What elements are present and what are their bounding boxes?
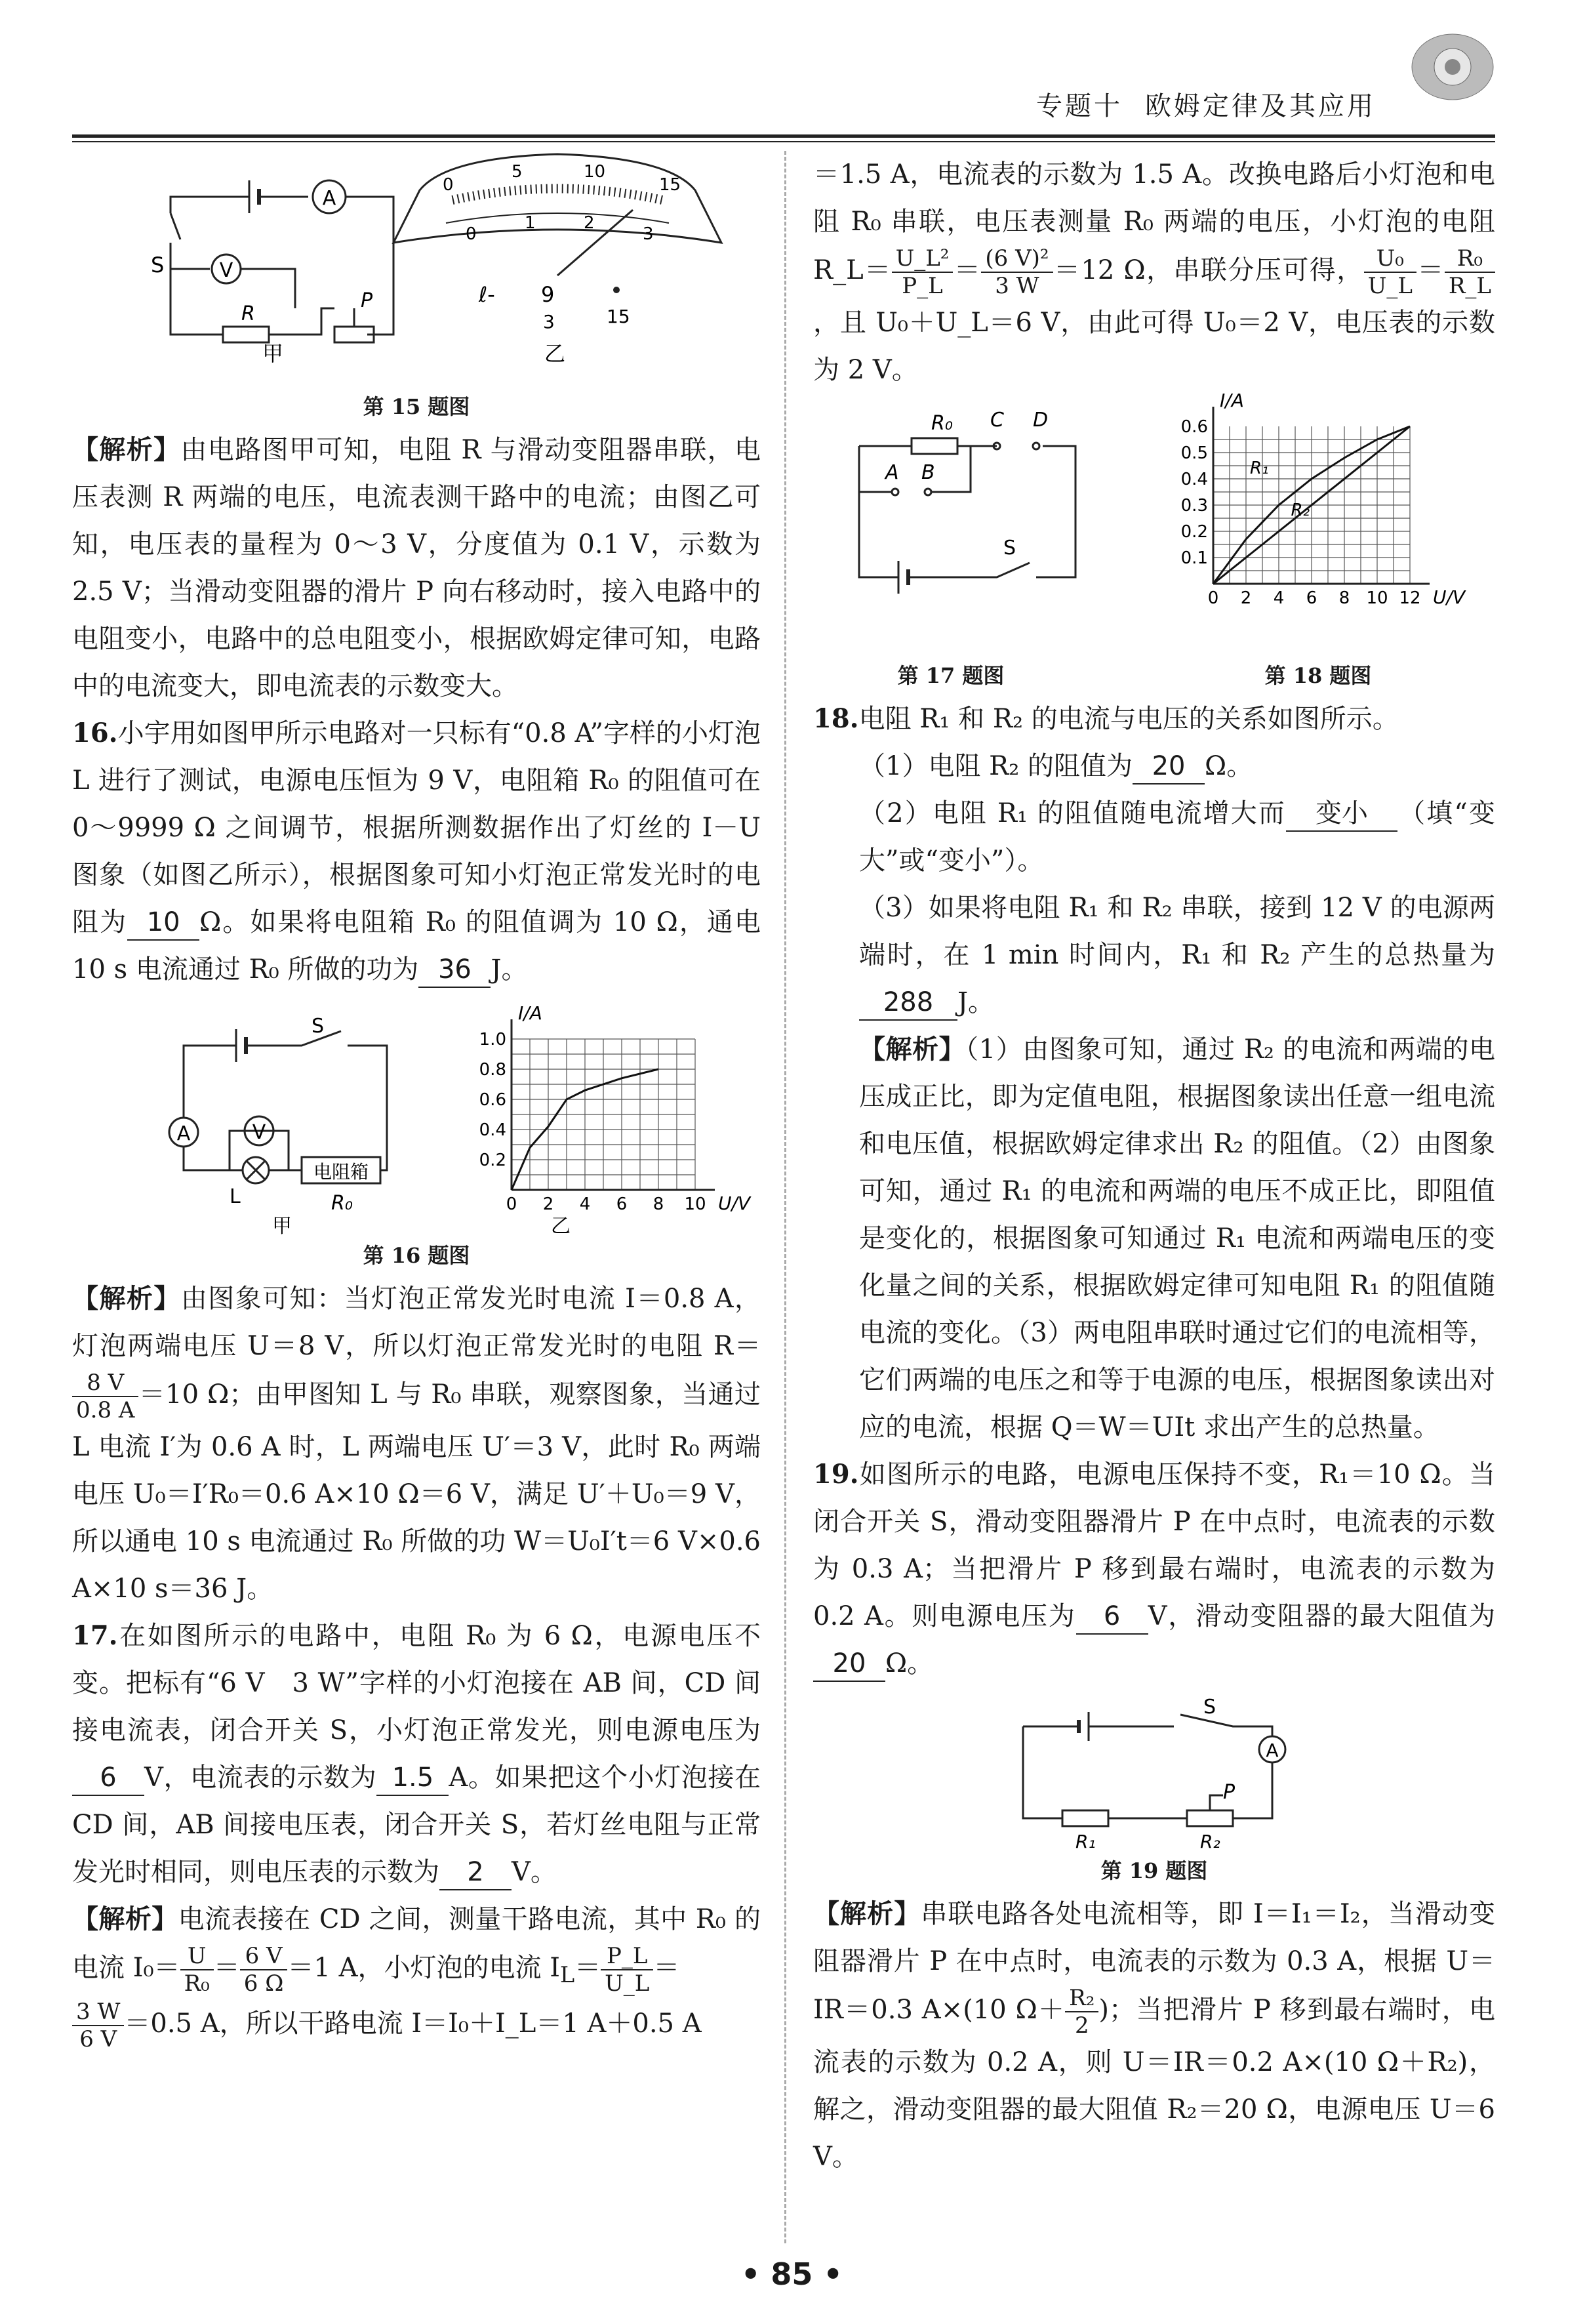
q16-text1: 小宇用如图甲所示电路对一只标有“0.8 A”字样的小灯泡 L 进行了测试，电源电压恒为 9 V，电阻箱 R₀ 的阻值可在 0～9999 Ω 之间调节，根据所测数据作出了灯丝的 I－U 图象（如图乙所示），根据图象可知小灯泡正常发光时的电阻为	[72, 718, 761, 937]
fig17-18-drawing	[813, 394, 1495, 656]
chart16-x-tick: 2	[542, 1194, 554, 1214]
chart16-x-tick: 10	[684, 1194, 706, 1214]
chart18-y-label: I/A	[1220, 394, 1244, 411]
q16-analysis-line1: 由图象可知：当灯泡正常发光时电流 I＝0.8 A，灯泡两端电压 U＝8 V，所以灯泡正常发光时的电阻 R＝	[72, 1284, 761, 1361]
q17-text2: V，电流表的示数为	[144, 1763, 377, 1793]
q15-analysis	[72, 426, 761, 710]
q17-analysis	[72, 1896, 761, 2052]
q18-part2	[813, 790, 1495, 884]
chart18-x-tick: 10	[1366, 588, 1388, 608]
chart16-y-tick: 0.2	[479, 1151, 506, 1170]
fig16-ammeter-label: A	[176, 1122, 191, 1145]
figure-15	[72, 151, 761, 374]
chart18-x-tick: 0	[1207, 588, 1219, 608]
q19-text3: Ω。	[885, 1648, 934, 1679]
captions-17-18	[813, 656, 1456, 695]
q18-p1a: （1）电阻 R₂ 的阻值为	[859, 751, 1133, 781]
q16-fraction	[72, 1370, 138, 1423]
column-divider	[784, 151, 786, 2243]
q19-analysis-line1: 串联电路各处电流相等，即 I＝I₁＝I₂，当滑动变阻器滑片 P 在中点时，电流表的示数为 0.3 A，根据 U＝IR＝0.3 A×	[813, 1899, 1496, 2025]
frac-num: U₀	[1364, 245, 1416, 273]
frac-den: P_L	[902, 273, 943, 299]
fig16-caption: 第 16 题图	[363, 1243, 470, 1268]
fig15-caption: 第 15 题图	[363, 394, 470, 419]
fig15-label-jia: 甲	[262, 341, 284, 366]
q17-eq: ＝	[213, 1953, 240, 1983]
frac-num: R₀	[1445, 245, 1495, 273]
scale-bottom-2: 2	[584, 213, 595, 233]
fig16-label-yi: 乙	[551, 1215, 571, 1236]
fig19-ammeter-label: A	[1266, 1740, 1279, 1761]
q18-analysis	[813, 1026, 1495, 1451]
terminal-3: 3	[543, 311, 555, 333]
header-topic: 专题十	[1036, 91, 1123, 121]
cont17-eq: ＝	[1416, 255, 1445, 285]
q19-answer-1: 6	[1076, 1599, 1148, 1635]
q16-answer-2: 36	[418, 952, 491, 988]
cont17-frac-1	[892, 245, 954, 299]
q17-mid: ＝1 A，小灯泡的电流 I	[287, 1953, 561, 1983]
cont17-frac-3	[1364, 245, 1416, 299]
chart16-x-tick: 0	[506, 1194, 517, 1214]
chart16-x-tick: 8	[653, 1194, 664, 1214]
q18-answer-2: 变小	[1286, 796, 1397, 832]
q16-answer-1: 10	[127, 905, 199, 941]
q19-text1: 如图所示的电路，电源电压保持不变，R₁＝10 Ω。当闭合开关 S，滑动变阻器滑片 P 在中点时，电流表的示数为 0.3 A；当把滑片 P 移到最右端时，电流表的示数为 0.2 A。则电源电压为	[813, 1459, 1495, 1631]
q17-analysis-line1: 电流表接在 CD 之间，测量干路电流，其中 R₀ 的电流 I₀＝	[72, 1904, 761, 1983]
header-rule	[72, 134, 1495, 138]
cont17-frac-2	[981, 245, 1053, 299]
question-17	[72, 1612, 761, 1896]
chart18-x-label: U/V	[1433, 586, 1466, 608]
cont17-text3: ，且 U₀＋U_L＝6 V，由此可得 U₀＝2 V，电压表的示数为 2 V。	[813, 308, 1495, 385]
q16-analysis-tag: 【解析】	[72, 1283, 181, 1314]
fig17-s-label: S	[1003, 537, 1016, 560]
frac-den: 2	[1074, 2012, 1089, 2039]
q18-p2b: （填“变大”或“变小”）。	[859, 798, 1495, 876]
q17-analysis-line2: ＝0.5 A，所以干路电流 I＝I₀＋I_L＝1 A＋0.5 A	[124, 2008, 702, 2039]
question-18	[813, 695, 1495, 743]
fig17-a-label: A	[885, 461, 899, 484]
frac-num: U_L²	[892, 245, 954, 273]
fig19-drawing	[813, 1687, 1495, 1851]
figure-19	[813, 1687, 1495, 1851]
fig16-l-label: L	[230, 1185, 241, 1208]
fig18-chart	[1181, 394, 1466, 608]
q17-answer-2: 1.5	[376, 1761, 449, 1796]
frac-num: 6 V	[240, 1943, 288, 1970]
q17-eq: ＝	[653, 1953, 680, 1983]
q18-answer-1: 20	[1133, 749, 1205, 785]
chart18-y-tick: 0.6	[1180, 417, 1208, 437]
q15-analysis-tag: 【解析】	[72, 434, 181, 465]
q19-number: 19.	[813, 1459, 859, 1490]
terminal-15: 15	[607, 306, 630, 327]
fig16-drawing	[72, 993, 761, 1236]
fig19-caption: 第 19 题图	[1100, 1858, 1208, 1883]
frac-den: U_L	[1367, 273, 1413, 299]
left-column	[72, 151, 761, 2052]
q18-p1b: Ω。	[1205, 751, 1253, 781]
question-19	[813, 1451, 1495, 1687]
scale-top-10: 10	[584, 162, 606, 182]
fig16-label-jia: 甲	[272, 1215, 292, 1236]
q18-part1	[813, 743, 1495, 790]
fig16-voltmeter-label: V	[252, 1121, 266, 1144]
frac-den: 0.8 A	[76, 1397, 135, 1423]
q19-text2: V，滑动变阻器的最大阻值为	[1148, 1601, 1496, 1631]
fig19-p-label: P	[1223, 1781, 1235, 1804]
q16-text3: J。	[491, 954, 528, 985]
chart18-x-tick: 8	[1338, 588, 1350, 608]
fig17-d-label: D	[1033, 409, 1049, 432]
frac-num: 3 W	[72, 1999, 124, 2026]
figure-16	[72, 993, 761, 1236]
q17-answer-1: 6	[72, 1761, 144, 1796]
fig17-caption: 第 17 题图	[897, 663, 1005, 688]
scale-bottom-3: 3	[643, 224, 654, 244]
q15-analysis-text: 由电路图甲可知，电阻 R 与滑动变阻器串联，电压表测 R 两端的电压，电流表测干路中的电流；由图乙可知，电压表的量程为 0～3 V，分度值为 0.1 V，示数为 2.5 V；当滑动变阻器的滑片 P 向右移动时，接入电路中的电阻变小，电路中的总电阻变小，根据欧姆定律可知，电路中的电流变大，即电流表的示数变大。	[72, 435, 761, 701]
q17-text3: A。如果把这个小灯泡接在 CD 间，AB 间接电压表，闭合开关 S，若灯丝电阻与正常发光时相同，则电压表的示数为	[72, 1763, 761, 1887]
q17-number: 17.	[72, 1620, 118, 1651]
fig17-r0-label: R₀	[931, 412, 953, 435]
fig15-p-label: P	[361, 289, 373, 312]
q16-text2: Ω。如果将电阻箱 R₀ 的阻值调为 10 Ω，通电 10 s 电流通过 R₀ 所做的功为	[72, 907, 761, 985]
fig15-switch-label: S	[151, 253, 165, 277]
chart16-y-tick: 1.0	[479, 1030, 506, 1050]
scale-top-0: 0	[443, 175, 454, 195]
fig16-switch-label: S	[311, 1015, 325, 1038]
q19-answer-2: 20	[813, 1646, 885, 1682]
q19-paren-b: )	[1098, 1995, 1110, 2025]
frac-den: U_L	[605, 1970, 650, 1997]
chart16-x-tick: 4	[579, 1194, 591, 1214]
chart16-y-tick: 0.6	[479, 1090, 506, 1110]
frac-num: P_L	[601, 1943, 653, 1970]
chart18-series-label: R₁	[1250, 459, 1269, 478]
frac-num: 8 V	[72, 1370, 138, 1397]
fig15-r-label: R	[241, 302, 255, 325]
sunflower-logo	[1403, 26, 1502, 112]
chart16-y-tick: 0.8	[479, 1060, 506, 1080]
q19-analysis	[813, 1890, 1495, 2180]
scale-top-5: 5	[512, 162, 523, 182]
frac-den: R_L	[1448, 273, 1492, 299]
q16-analysis-line2: ＝10 Ω；由甲图知 L 与 R₀ 串联，观察图象，当通过 L 电流 I′为 0.6 A 时，L 两端电压 U′＝3 V，此时 R₀ 两端电压 U₀＝I′R₀＝0.6 A×10 Ω＝6 V，满足 U′＋U₀＝9 V，所以通电 10 s 电流通过 R₀ 所做的功 W＝U₀I′t＝6 V×0.6 A×10 s＝36 J。	[72, 1379, 761, 1604]
fig15-voltmeter-label: V	[219, 259, 233, 282]
q17-eq: ＝	[574, 1953, 601, 1983]
q17-answer-3: 2	[439, 1855, 512, 1890]
header-title: 欧姆定律及其应用	[1145, 91, 1376, 121]
fig19-r2-label: R₂	[1200, 1831, 1220, 1851]
q18-part3	[813, 884, 1495, 1026]
q18-p3a: （3）如果将电阻 R₁ 和 R₂ 串联，接到 12 V 的电源两端时，在 1 min 时间内，R₁ 和 R₂ 产生的总热量为	[859, 893, 1495, 970]
fig18-caption: 第 18 题图	[1264, 663, 1372, 688]
q18-number: 18.	[813, 703, 859, 734]
cont17-text2: ＝12 Ω，串联分压可得，	[1053, 255, 1364, 285]
chart18-x-tick: 12	[1399, 588, 1421, 608]
voltmeter-dial	[393, 154, 721, 366]
frac-num: (6 V)²	[981, 245, 1053, 273]
right-column	[813, 151, 1495, 2180]
q18-analysis-tag: 【解析】	[859, 1034, 966, 1065]
chart16-x-tick: 6	[616, 1194, 628, 1214]
fig16-chart	[479, 1002, 752, 1214]
frac-den: R₀	[184, 1970, 210, 1997]
page-header	[1036, 85, 1398, 123]
question-16	[72, 710, 761, 993]
q18-answer-3: 288	[859, 985, 957, 1021]
figures-17-18	[813, 394, 1495, 656]
cont17-eq: ＝	[953, 255, 982, 285]
frac-den: 6 Ω	[243, 1970, 284, 1997]
chart16-x-label: U/V	[718, 1193, 751, 1214]
q16-number: 16.	[72, 718, 118, 748]
q17-frac-2	[240, 1943, 288, 1997]
chart18-y-tick: 0.3	[1180, 496, 1208, 516]
fig16-box-label: 电阻箱	[313, 1161, 369, 1183]
fig16-r0-label: R₀	[331, 1192, 353, 1215]
fig17-c-label: C	[990, 409, 1004, 432]
fig17-b-label: B	[921, 461, 935, 484]
terminal-hook: 9	[541, 282, 555, 307]
q19-paren-a: (10 Ω＋	[963, 1995, 1066, 2025]
terminal-minus: ℓ-	[479, 282, 495, 307]
q19-frac	[1065, 1985, 1098, 2039]
header-rule-thin	[72, 141, 1495, 142]
frac-num: R₂	[1065, 1985, 1098, 2012]
chart18-y-tick: 0.4	[1180, 470, 1208, 489]
cont17-frac-4	[1445, 245, 1495, 299]
frac-den: 3 W	[995, 273, 1039, 299]
fig15-label-yi: 乙	[544, 341, 566, 366]
page-number: • 85 •	[741, 2256, 843, 2292]
chart18-x-tick: 6	[1306, 588, 1317, 608]
cont17-text1: ＝1.5 A，电流表的示数为 1.5 A。改换电路后小灯泡和电阻 R₀ 串联，电压表测量 R₀ 两端的电压，小灯泡的电阻 R_L＝	[813, 159, 1495, 285]
chart18-series-label: R₂	[1291, 500, 1310, 520]
chart18-x-tick: 2	[1240, 588, 1252, 608]
q18-text: 电阻 R₁ 和 R₂ 的电流与电压的关系如图所示。	[858, 704, 1399, 734]
q18-analysis-text: （1）由图象可知，通过 R₂ 的电流和两端的电压成正比，即为定值电阻，根据图象读出任意一组电流和电压值，根据欧姆定律求出 R₂ 的阻值。（2）由图象可知，通过 R₁ 的电流和两端的电压不成正比，即阻值是变化的，根据图象可知通过 R₁ 电流和两端电压的变化量之间的关系，根据欧姆定律可知电阻 R₁ 的阻值随电流的变化。（3）两电阻串联时通过它们的电流相等，它们两端的电压之和等于电源的电压，根据图象读出对应的电流，根据 Q＝W＝UIt 求出产生的总热量。	[859, 1034, 1496, 1442]
q17-analysis-tag: 【解析】	[72, 1904, 178, 1934]
q17-frac-1	[180, 1943, 214, 1997]
scale-bottom-1: 1	[525, 213, 536, 233]
chart18-y-tick: 0.5	[1180, 443, 1208, 463]
q17-frac-3	[601, 1943, 653, 1997]
q17-text1: 在如图所示的电路中，电阻 R₀ 为 6 Ω，电源电压不变。把标有“6 V 3 W”字样的小灯泡接在 AB 间，CD 间接电流表，闭合开关 S，小灯泡正常发光，则电源电压为	[72, 1621, 761, 1745]
chart16-y-label: I/A	[518, 1002, 542, 1024]
q17-continuation	[813, 151, 1495, 394]
scale-bottom-0: 0	[466, 224, 477, 244]
q18-p2a: （2）电阻 R₁ 的阻值随电流增大而	[859, 798, 1287, 828]
fig19-s-label: S	[1203, 1696, 1216, 1719]
q17-text4: V。	[512, 1857, 557, 1887]
fig15-drawing	[72, 151, 761, 374]
fig15-ammeter-label: A	[322, 187, 336, 210]
q19-analysis-line2: ；当把滑片 P 移到最右端时，电流表的示数为 0.2 A，则 U＝IR＝0.2 A×(10 Ω＋R₂)，解之，滑动变阻器的最大阻值 R₂＝20 Ω，电源电压 U＝6 V。	[813, 1995, 1495, 2172]
q19-analysis-tag: 【解析】	[813, 1898, 921, 1929]
q16-analysis	[72, 1275, 761, 1612]
chart18-y-tick: 0.2	[1180, 522, 1208, 542]
q18-p3b: J。	[957, 987, 995, 1017]
chart16-y-tick: 0.4	[479, 1120, 506, 1140]
chart18-x-tick: 4	[1273, 588, 1285, 608]
q17-sub-l: L	[560, 1962, 575, 1988]
q17-frac-4	[72, 1999, 124, 2052]
fig19-r1-label: R₁	[1075, 1831, 1096, 1851]
scale-top-15: 15	[659, 175, 681, 195]
frac-num: U	[180, 1943, 214, 1970]
frac-den: 6 V	[79, 2026, 117, 2052]
chart18-y-tick: 0.1	[1180, 548, 1208, 568]
